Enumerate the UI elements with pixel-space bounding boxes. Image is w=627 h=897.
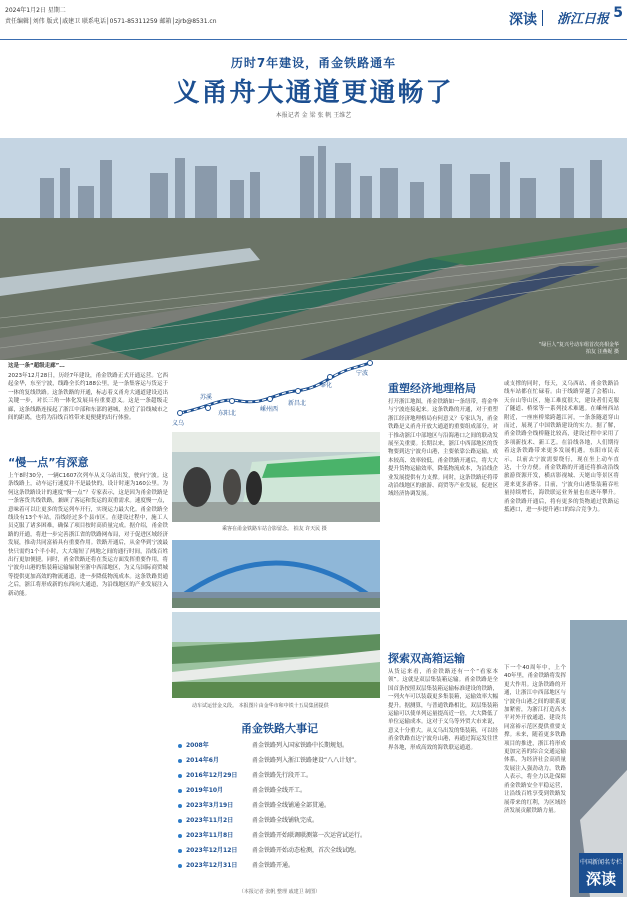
bullet-icon bbox=[178, 864, 182, 868]
subheading-slow: “慢一点”有深意 bbox=[8, 456, 89, 469]
header-divider bbox=[542, 10, 543, 26]
milestone-row: 2023年12月31日 甬金铁路开通。 bbox=[178, 860, 294, 871]
bullet-icon bbox=[178, 744, 182, 748]
station-label: 宁波 bbox=[356, 370, 369, 377]
bullet-icon bbox=[178, 819, 182, 823]
route-map bbox=[170, 355, 380, 435]
station-label: 东阳北 bbox=[218, 410, 237, 417]
milestone-row: 2023年11月8日 甬金铁路开始联调联测第一次运营试运行。 bbox=[178, 830, 366, 841]
right-column-text: 或支撑的同时，每天，义乌西站、甬金铁路沿线车站都在忙碌着。由于线路穿越了会稽山、天台山等山区，施工难度很大，建设者们克服了隧道、桥梁等一系列技术难题。在嵊州西站附近，一座座桥梁跨越江河，一条条隧道穿山而过，展现了中国铁路建设的实力。据了解，甬金铁路全线桥隧比较高，建设过程中采用了多项新技术、新工艺。在沿线各地，人们期待着这条铁路带来更多发展机遇。东阳市民表示，以前去宁波需要绕行，现在坐上动车直达，十分方便。甬金铁路的开通还将推动沿线旅游资源开发，横店影视城、天姥山等景区将迎来更多游客。目前，宁波舟山港集装箱吞吐量持续增长，海铁联运业务量也在逐年攀升。甬金铁路开通后，将有更多的货物通过铁路运抵港口，进一步提升港口的综合竞争力。 bbox=[504, 381, 619, 514]
side-photo bbox=[570, 620, 627, 897]
milestones-source: （本报记者 张帆 整理 戚建卫 制图） bbox=[238, 889, 321, 895]
milestone-row: 2023年11月2日 甬金铁路全线铺轨完成。 bbox=[178, 815, 318, 826]
station-label: 奉化 bbox=[320, 382, 333, 389]
mid-column-text-2: 从货运来看，甬金铁路还有一个“看家本领”。这就是双层集装箱运输。甬金铁路是全国首条按照双层集装箱运输标准建设的铁路，一列火车可以装载更多集装箱，运输效率大幅提升。据测算，与普通铁路相比，双层集装箱运输可以使单列运量提高近一倍，大大降低了单位运输成本。这对于义乌等外贸大市来说，意义十分重大。从义乌出发的集装箱，可以经甬金铁路直达宁波舟山港，再通过海运发往世界各地，形成高效的海铁联运通道。 bbox=[388, 669, 498, 751]
milestone-row: 2023年12月12日 甬金铁路开始动态检测，首次全线试跑。 bbox=[178, 845, 360, 856]
milestone-row: 2019年10月 甬金铁路全线开工。 bbox=[178, 785, 306, 796]
hero-caption: “绿巨人”复兴号动车组首次亮相金华 拍友 汪燕妮 摄 bbox=[538, 342, 619, 355]
milestone-row: 2016年12月29日 甬金铁路先行段开工。 bbox=[178, 770, 312, 781]
station-label: 嵊州西 bbox=[260, 406, 279, 413]
milestones-title: 甬金铁路大事记 bbox=[241, 722, 318, 735]
hero-photo bbox=[0, 138, 627, 360]
station-label: 新昌北 bbox=[288, 400, 307, 407]
photo-caption-1: 乘客在甬金铁路车站合影留念。 拍友 许天民 摄 bbox=[222, 526, 327, 532]
kicker: 历时7年建设，甬金铁路通车 bbox=[230, 56, 397, 70]
page-number: 5 bbox=[613, 5, 623, 21]
right-column-text-2: 下一个40周年中，上个40年里，甬金铁路将发挥更大作用。这条铁路的开通，让浙江中西部地区与宁波舟山港之间的联系更加紧密，为浙江打造高水平对外开放通道、建设共同富裕示范区提供重要支撑。未来，随着更多铁路项目的推进，浙江将形成更加完善的综合交通运输体系，为经济社会高质量发展注入强劲动力。铁路人表示，将全力以赴保障甬金铁路安全平稳运营，让沿线百姓享受到铁路发展带来的红利，为区域经济发展贡献铁路力量。 bbox=[504, 665, 566, 814]
bullet-icon bbox=[178, 774, 182, 778]
page-header bbox=[0, 0, 627, 40]
bridge-photo bbox=[172, 540, 380, 608]
editor-info: 责任编辑│刘伟 版式│戚建卫 联系电话│0571-85311259 邮箱│zjrb@8531.cn bbox=[5, 18, 217, 25]
station-label: 义乌 bbox=[172, 420, 185, 427]
section-name: 深读 bbox=[509, 12, 537, 28]
issue-date: 2024年1月2日 星期二 bbox=[5, 7, 66, 14]
milestones-box bbox=[172, 720, 387, 897]
milestone-row: 2008年 甬金铁路列入国家铁路中长期规划。 bbox=[178, 740, 348, 751]
mid-column-text: 打开浙江地图，甬金铁路如一条纽带，将金华与宁波连接起来。这条铁路的开通，对于重塑浙江经济地理格局有何意义？专家认为，甬金铁路是义甬舟开放大通道的重要组成部分，对于推动浙江中部地区与沿海港口之间的联动发展至关重要。长期以来，浙江中西部地区的货物要到达宁波舟山港，主要依靠公路运输，成本较高、效率较低。甬金铁路开通后，将大大提升货物运输效率，降低物流成本，为沿线企业发展提供有力支撑。同时，这条铁路还将带动沿线地区的旅游、商贸等产业发展，促进区域经济协调发展。 bbox=[388, 399, 498, 498]
rail-yard-image bbox=[0, 218, 627, 360]
train-photo bbox=[172, 612, 380, 698]
photo-caption-3: 动车试运营金义段。 本报图片由金华市和中铁十五局集团提供 bbox=[192, 703, 329, 709]
column-logo: 中国新闻名专栏 深读 bbox=[579, 853, 623, 893]
bullet-icon bbox=[178, 789, 182, 793]
byline: 本报记者 金 梁 张 帆 王维艺 bbox=[275, 112, 352, 119]
subheading-economy: 重塑经济地理格局 bbox=[388, 382, 476, 395]
headline-block bbox=[0, 40, 627, 138]
bullet-icon bbox=[178, 804, 182, 808]
milestone-row: 2014年6月 甬金铁路列入浙江铁路建设“八八计划”。 bbox=[178, 755, 360, 766]
left-column-text: 2023年12月28日，历经7年建设，甬金铁路正式开通运营。它西起金华，东至宁波，线路全长约188公里，是一条集客运与货运于一体的复线铁路。这条铁路的开通，标志着义甬舟大通道建设迈出关键一步，对长三角一体化发展具有重要意义。这是一条超级走廊，这条线路连接起了浙江中部和东部的港城，拉近了沿线城市之间的距离，也将为沿线百姓带来更便捷的出行体验。 bbox=[8, 373, 168, 422]
bullet-icon bbox=[178, 834, 182, 838]
newspaper-logo: 浙江日报 bbox=[556, 12, 609, 27]
left-column-text-2: 上午8时30分，一辆C1607次列车从义乌站出发，驶向宁波。这条线路上，动车运行速度并不是最快的，设计时速为160公里。为何这条铁路设计的速度“慢一点”？专家表示，这是因为甬金铁路是一条客货共线铁路，兼顾了客运和货运的双重需求。速度慢一点，意味着可以让更多的货运列车开行，实现运力最大化。甬金铁路全线设有13个车站，沿线经过多个县市区。在建设过程中，施工人员克服了诸多困难，确保了项目按时高质量完成。据介绍，甬金铁路的开通，将进一步完善浙江省的铁路网布局，对于促进区域经济发展，推动共同富裕具有重要作用。铁路开通后，从金华到宁波最快只需约1个半小时，大大缩短了两地之间的通行时间，沿线百姓出行更加便捷。同时，甬金铁路还将在货运方面发挥重要作用，将宁波舟山港的集装箱运输辐射至浙中西部地区，为义乌国际商贸城等提供更加高效的物流通道，进一步降低物流成本。这条铁路贯通之后，浙江将形成新的东西向大通道，为沿线地区的产业发展注入新动能。 bbox=[8, 473, 168, 597]
milestone-row: 2023年3月19日 甬金铁路全线铺通全部贯通。 bbox=[178, 800, 330, 811]
page-title: 义甬舟大通道更通畅了 bbox=[173, 78, 454, 108]
platform-photo bbox=[172, 432, 380, 522]
intro-heading: 这是一条“超级走廊”… bbox=[8, 363, 65, 369]
bullet-icon bbox=[178, 849, 182, 853]
subheading-double-stack: 探索双高箱运输 bbox=[388, 652, 465, 665]
bullet-icon bbox=[178, 759, 182, 763]
station-label: 苏溪 bbox=[200, 394, 213, 401]
